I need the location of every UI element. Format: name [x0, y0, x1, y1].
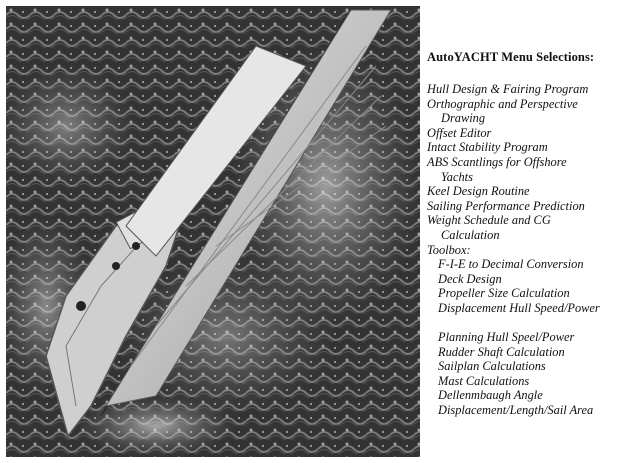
menu-item-keel-design[interactable]: Keel Design Routine	[427, 184, 530, 199]
toolbox-item-displacement-hull[interactable]: Displacement Hull Speed/Power	[438, 300, 600, 315]
toolbox-item-propeller-size[interactable]: Propeller Size Calculation	[438, 286, 570, 301]
menu-item-sailing-performance[interactable]: Sailing Performance Prediction	[427, 198, 585, 213]
spacer	[427, 316, 637, 331]
menu-item-abs-scantlings[interactable]: ABS Scantlings for Offshore	[427, 154, 567, 169]
toolbox-item-fie-conversion[interactable]: F-I-E to Decimal Conversion	[438, 257, 584, 272]
menu-item-weight-schedule-cont[interactable]: Calculation	[441, 227, 500, 242]
menu-item-offset-editor[interactable]: Offset Editor	[427, 125, 492, 140]
menu-item-abs-scantlings-cont[interactable]: Yachts	[441, 169, 473, 184]
toolbox-item-planning-hull[interactable]: Planning Hull Speel/Power	[438, 330, 575, 345]
menu-item-hull-design[interactable]: Hull Design & Fairing Program	[427, 82, 589, 96]
menu-item-orthographic[interactable]: Orthographic and Perspective	[427, 96, 578, 111]
toolbox-item-displacement-length-sail[interactable]: Displacement/Length/Sail Area	[438, 403, 594, 418]
sailboat-photo	[6, 6, 420, 457]
toolbox-item-rudder-shaft[interactable]: Rudder Shaft Calculation	[438, 344, 565, 359]
menu-title: AutoYACHT Menu Selections:	[427, 50, 595, 64]
menu-item-intact-stability[interactable]: Intact Stability Program	[427, 140, 548, 155]
menu-heading-toolbox: Toolbox:	[427, 242, 471, 257]
toolbox-item-sailplan[interactable]: Sailplan Calculations	[438, 359, 546, 374]
toolbox-item-mast[interactable]: Mast Calculations	[438, 373, 530, 388]
toolbox-item-deck-design[interactable]: Deck Design	[438, 271, 502, 286]
menu-panel	[427, 49, 637, 418]
toolbox-item-dellenbaugh-angle[interactable]: Dellenmbaugh Angle	[438, 388, 543, 403]
menu-item-orthographic-cont[interactable]: Drawing	[441, 111, 486, 126]
menu-item-weight-schedule[interactable]: Weight Schedule and CG	[427, 213, 551, 228]
